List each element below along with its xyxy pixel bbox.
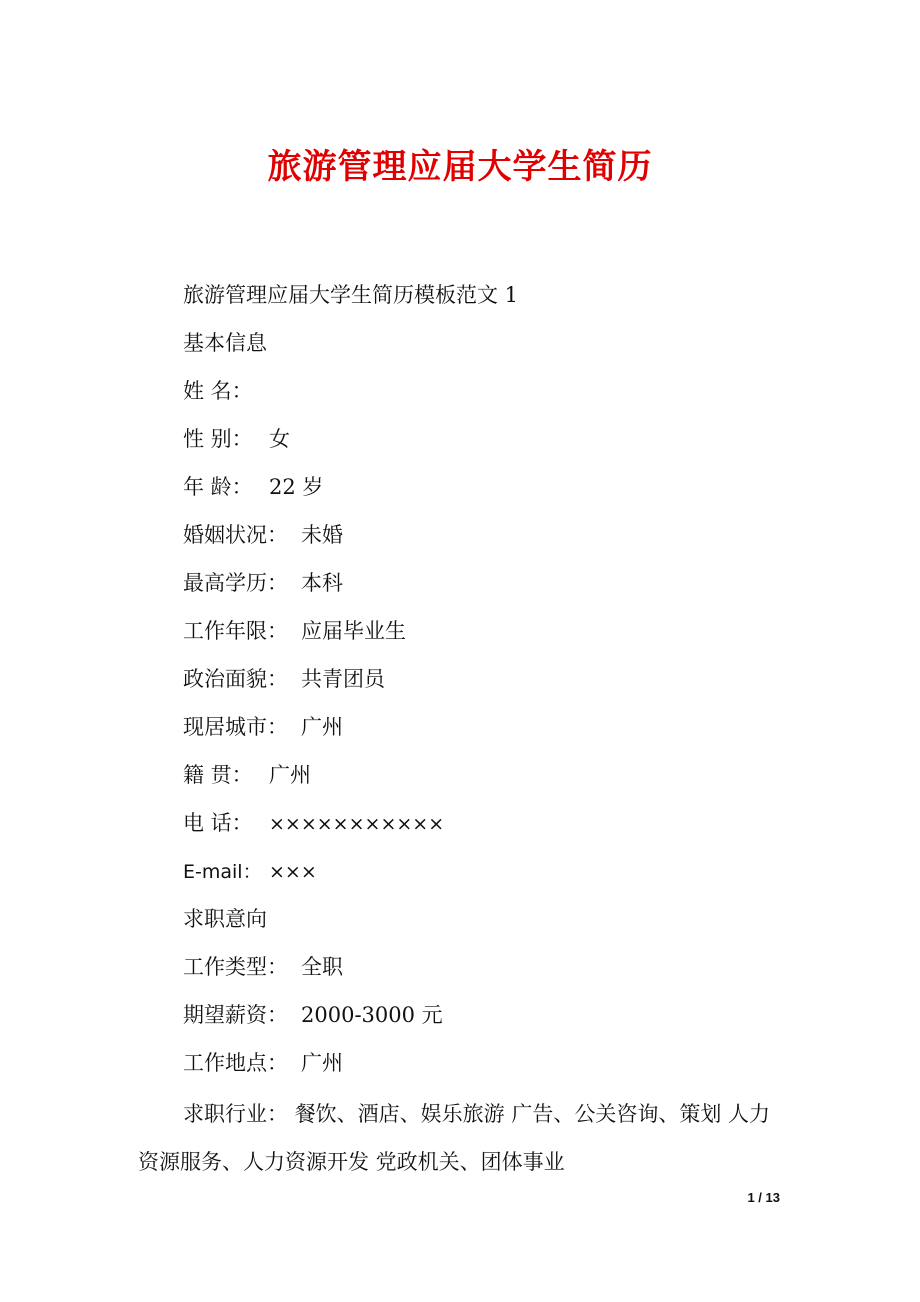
document-subtitle: 旅游管理应届大学生简历模板范文 1 bbox=[183, 283, 519, 307]
field-label: 姓 名： bbox=[183, 379, 253, 403]
section-heading-basic-info: 基本信息 bbox=[183, 331, 267, 355]
field-row-political-status bbox=[183, 664, 385, 694]
field-value: 广州 bbox=[301, 1051, 343, 1075]
field-row-current-city bbox=[183, 712, 343, 742]
field-label: 性 别： bbox=[183, 427, 253, 451]
field-label: 电 话： bbox=[183, 811, 253, 835]
field-label: 求职行业： bbox=[183, 1102, 288, 1126]
field-row-education bbox=[183, 568, 343, 598]
field-label: 政治面貌： bbox=[183, 667, 288, 691]
field-label: 籍 贯： bbox=[183, 763, 253, 787]
field-row-name bbox=[183, 376, 269, 406]
field-row-gender bbox=[183, 424, 290, 454]
field-label: 工作地点： bbox=[183, 1051, 288, 1075]
field-value: 广州 bbox=[269, 763, 311, 787]
field-row-age bbox=[183, 472, 323, 502]
field-value: 2000-3000 元 bbox=[301, 1003, 443, 1027]
field-value: 广州 bbox=[301, 715, 343, 739]
field-label: 最高学历： bbox=[183, 571, 288, 595]
field-label: E-mail： bbox=[183, 861, 262, 883]
field-row-work-location bbox=[183, 1048, 343, 1078]
field-row-job-type bbox=[183, 952, 343, 982]
field-value: 餐饮、酒店、娱乐旅游 广告、公关咨询、策划 人力资源服务、人力资源开发 党政机关、团体事业 bbox=[138, 1102, 771, 1174]
field-row-phone bbox=[183, 808, 444, 839]
section-heading-job-intent: 求职意向 bbox=[183, 907, 267, 931]
field-value: 本科 bbox=[301, 571, 343, 595]
field-row-work-years bbox=[183, 616, 406, 646]
field-value: ××××××××××× bbox=[269, 813, 445, 835]
field-value: 未婚 bbox=[301, 523, 343, 547]
field-value: 全职 bbox=[301, 955, 343, 979]
field-value: ××× bbox=[269, 861, 317, 883]
field-row-hometown bbox=[183, 760, 311, 790]
document-title: 旅游管理应届大学生简历 bbox=[267, 147, 653, 187]
field-label: 年 龄： bbox=[183, 475, 253, 499]
field-label: 婚姻状况： bbox=[183, 523, 288, 547]
field-value: 女 bbox=[269, 427, 290, 451]
field-label: 工作年限： bbox=[183, 619, 288, 643]
field-row-industry bbox=[138, 1090, 788, 1186]
field-label: 工作类型： bbox=[183, 955, 288, 979]
page-indicator: 1 / 13 bbox=[747, 1190, 780, 1205]
field-row-marital-status bbox=[183, 520, 343, 550]
field-label: 现居城市： bbox=[183, 715, 288, 739]
field-row-email bbox=[183, 856, 317, 887]
field-row-expected-salary bbox=[183, 1000, 443, 1030]
field-value: 共青团员 bbox=[301, 667, 385, 691]
field-label: 期望薪资： bbox=[183, 1003, 288, 1027]
field-value: 22 岁 bbox=[269, 475, 324, 499]
field-value: 应届毕业生 bbox=[301, 619, 406, 643]
